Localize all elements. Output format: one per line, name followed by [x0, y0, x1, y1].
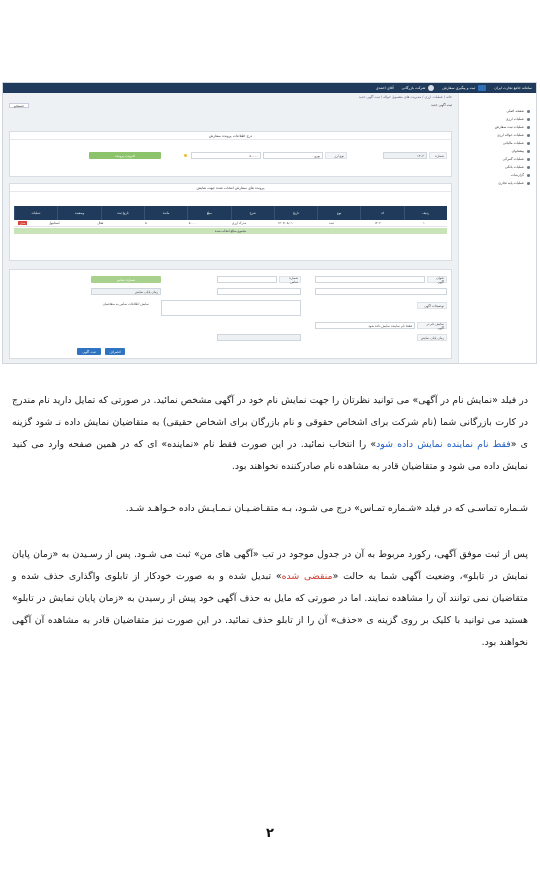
grid-cell: فعال — [97, 221, 104, 225]
grid-header — [14, 206, 447, 220]
currency-label: نوع ارز — [325, 152, 347, 159]
grid-footer: مجموع مبالغ انتخاب شده — [14, 228, 447, 234]
home-icon[interactable] — [478, 85, 486, 91]
orders-grid-panel — [9, 183, 452, 261]
sidebar-item-label: عملیات گمرکی — [502, 157, 524, 161]
page-header — [3, 101, 458, 109]
breadcrumb: خانه / عملیات ارزی / مدیریت های مشمول حواله / ثبت آگهی جدید — [358, 95, 452, 99]
order-no-field[interactable]: ۱۴۰۲ — [383, 152, 427, 159]
sidebar-item[interactable] — [459, 131, 536, 139]
sidebar-item-label: صفحه اصلی — [506, 109, 524, 113]
expire-date-field[interactable] — [217, 334, 301, 341]
paragraph-expiry — [12, 544, 528, 654]
grid-col: ردیف — [404, 206, 447, 220]
sidebar-item-label: عملیات ارزی — [505, 117, 524, 121]
grid-col: شرح — [231, 206, 274, 220]
menu-dot-icon — [527, 150, 530, 153]
currency-select[interactable]: یورو — [263, 152, 323, 159]
grid-cell: ۵۰۰۰۰ — [188, 221, 197, 225]
grid-cell: ۵۰ — [144, 221, 149, 225]
contact-label: شماره تماس — [279, 276, 301, 283]
paragraph-contact — [12, 498, 528, 520]
embedded-screenshot — [2, 82, 537, 364]
main-area — [3, 93, 458, 363]
sidebar-item[interactable] — [459, 147, 536, 155]
description-textarea[interactable] — [161, 300, 301, 316]
menu-dot-icon — [527, 134, 530, 137]
grid-cell: ۱ — [423, 221, 425, 225]
menu-dot-icon — [527, 110, 530, 113]
highlighted-option: فقط نام نماینده نمایش داده شود — [376, 439, 511, 450]
expire-label: زمان پایان نمایش — [417, 334, 447, 341]
add-order-button[interactable]: افزودن پرونده — [89, 152, 161, 159]
representative-input[interactable] — [217, 288, 301, 295]
contact-input[interactable] — [217, 276, 277, 283]
checkbox-label[interactable]: نمایش اطلاعات تماس به متقاضیان — [71, 300, 151, 307]
grid-cell: ۱۴۰۲/۰۸/۰۱ — [277, 221, 293, 225]
menu-dot-icon — [527, 118, 530, 121]
order-panel-title: درج اطلاعات پرونده سفارش — [10, 132, 451, 140]
role-label: شرکت بازرگانی — [401, 86, 426, 90]
grid-col: وضعیت — [57, 206, 100, 220]
sidebar-item-label: پیشخوان — [511, 149, 524, 153]
search-field[interactable] — [315, 288, 447, 295]
paragraph-text: شـماره تماسـی که در فیلد «شـماره تمـاس» درج می شـود، بـه متقـاضـیـان نـمـایـش داده خـواهـد شـد. — [125, 503, 528, 514]
sidebar-item[interactable] — [459, 163, 536, 171]
grid-col: نوع — [317, 206, 360, 220]
title-label: عنوان آگهی — [427, 276, 447, 283]
unit-label: ثبت و پیگیری سفارش — [442, 86, 476, 90]
user-label: آقای احمدی — [375, 86, 394, 90]
sidebar-item[interactable] — [459, 171, 536, 179]
paragraph-show-name — [12, 390, 528, 478]
avatar[interactable] — [428, 85, 434, 91]
grid-col: مبلغ — [187, 206, 230, 220]
paragraph-text: پس از ثبت موفق آگهی، رکورد مربوط به آن در جدول موجود در تب «آگهی های من» ثبت می شـود. پس از رسـیدن به «زمان پایان نمایش در تابلو»، وضعیت آگهی شما به حالت « — [12, 549, 528, 582]
menu-dot-icon — [527, 126, 530, 129]
sidebar-item-label: عملیات مالیاتی — [502, 141, 524, 145]
paragraph-text: در فیلد «نمایش نام در آگهی» می توانید نظرتان را جهت نمایش نام خود در آگهی مشخص نمائید. در صورتی که تمایل دارید نام مندرج در کارت بازرگانی شما (نام شرکت برای اشخاص حقوقی و نام بازرگان برای اشخاص حقیقی) به متقاضیان نمایش داده نـ شود گزینه ی « — [12, 395, 529, 450]
show-name-label: نمایش نام در آگهی — [417, 322, 447, 329]
search-input[interactable]: جستجو — [9, 103, 29, 108]
amount-field[interactable]: ۵۰۰۰۰ — [191, 152, 261, 159]
ad-form — [9, 269, 452, 359]
grid-col: مانده — [144, 206, 187, 220]
sidebar — [458, 93, 536, 363]
sidebar-item[interactable] — [459, 139, 536, 147]
save-ad-button[interactable]: ثبت آگهی — [77, 348, 101, 355]
required-marker-icon — [184, 154, 187, 157]
paragraph-text: » را انتخاب نمائید. در این صورت فقط نام «نماینده» ای که در همین صفحه وارد می کنید نمایش داده می شود و متقاضیان قادر به مشاهده نام صادرکننده نخواهند بود. — [12, 439, 528, 472]
order-no-label: شماره — [429, 152, 447, 159]
sidebar-item[interactable] — [459, 115, 536, 123]
grid-col: کد — [360, 206, 403, 220]
sidebar-item-label: عملیات پایه تجاری — [498, 181, 524, 185]
grid-cell: ۱۴۰۲ — [374, 221, 381, 225]
table-row — [14, 220, 447, 227]
order-panel — [9, 131, 452, 177]
menu-dot-icon — [527, 182, 530, 185]
menu-dot-icon — [527, 166, 530, 169]
paragraph-text: » تبدیل شده و به صورت خودکار از تابلوی واگذاری حذف شده و متقاضیان نمی توانند آن را مشاهده نمایند. اما در صورتی که مایل به حذف آگهی خود پیش از رسیدن به «زمان پایان نمایش در تابلو» هستید می توانید با کلیک بر روی گزینه ی «حذف» آن را از تابلو حذف نمائید. در این صورت نیز متقاضیان قادر به مشاهده آن آگهی نخواهند بود. — [12, 571, 528, 648]
app-topbar — [3, 83, 536, 93]
page-title: ثبت آگهی جدید — [431, 103, 452, 107]
expired-status-text: منقضی شده — [281, 571, 333, 582]
delete-button[interactable]: حذف — [19, 221, 26, 225]
description-label: توضیحات آگهی — [417, 302, 447, 309]
page-number: ۲ — [266, 826, 274, 841]
grid-cell: ثبت — [329, 221, 334, 225]
sidebar-item-label: گزارشات — [510, 173, 524, 177]
sidebar-item[interactable] — [459, 107, 536, 115]
expire-field[interactable]: زمان پایان نمایش — [91, 288, 161, 295]
grid-col: تاریخ ثبت — [101, 206, 144, 220]
sidebar-item-label: عملیات بانکی — [504, 165, 524, 169]
sidebar-item-label: عملیات ثبت سفارش — [494, 125, 524, 129]
app-title: سامانه جامع تجارت ایران — [494, 86, 532, 90]
contact-hint: شماره تماس — [91, 276, 161, 283]
grid-col: تاریخ — [274, 206, 317, 220]
sidebar-item[interactable] — [459, 123, 536, 131]
orders-grid-title: پرونده های سفارش انتخاب شده جهت نمایش — [10, 184, 451, 192]
menu-dot-icon — [527, 142, 530, 145]
sidebar-item[interactable] — [459, 179, 536, 187]
grid-cell: مدرک ارزی — [231, 221, 247, 225]
menu-dot-icon — [527, 158, 530, 161]
title-input[interactable] — [315, 276, 425, 283]
sidebar-item[interactable] — [459, 155, 536, 163]
sidebar-item-label: عملیات حواله ارزی — [496, 133, 524, 137]
show-name-select[interactable]: فقط نام نماینده نمایش داده شود — [315, 322, 415, 329]
cancel-button[interactable]: انصراف — [105, 348, 125, 355]
grid-col: عملیات — [14, 206, 57, 220]
menu-dot-icon — [527, 174, 530, 177]
grid-cell: استانبول — [48, 221, 60, 225]
